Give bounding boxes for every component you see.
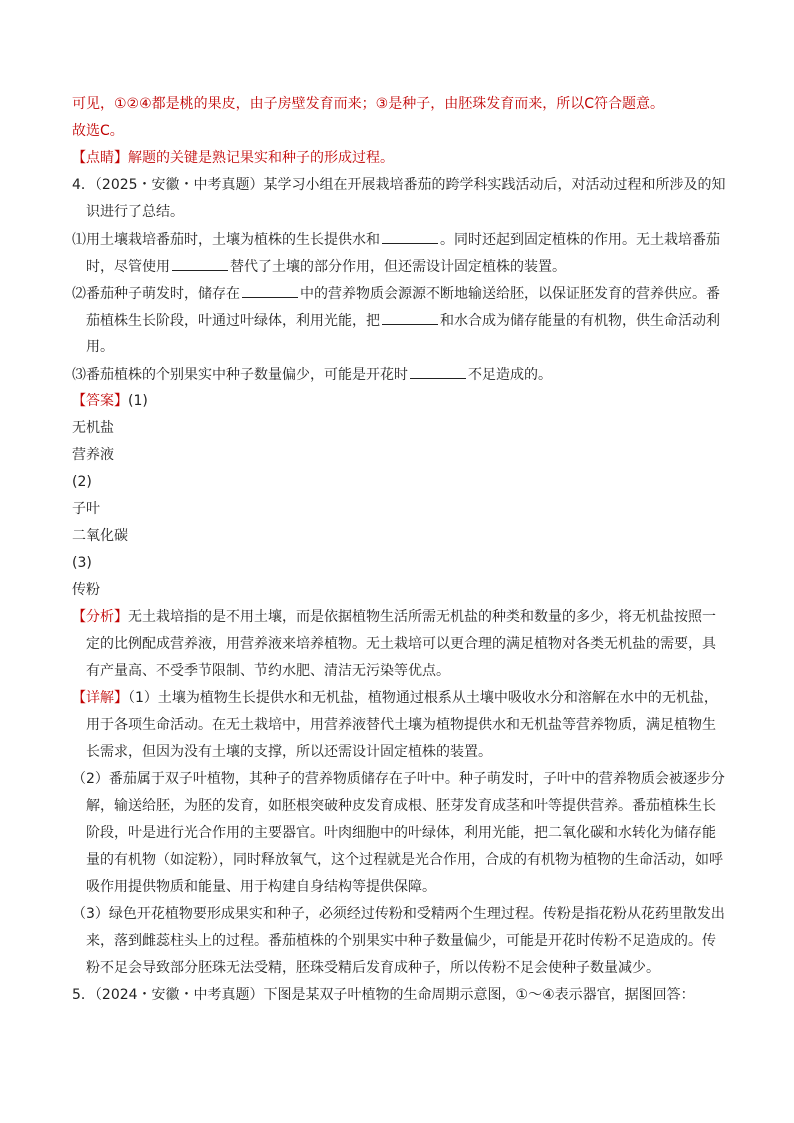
- q4-part2-text-a: ⑵番茄种子萌发时，储存在: [72, 286, 240, 302]
- answer-blank: [410, 364, 466, 379]
- answer-header: [72, 391, 786, 411]
- detail-p2-line-2: 解，输送给胚，为胚的发育，如胚根突破种皮发育成根、胚芽发育成茎和叶等提供营养。番茄植株生长: [86, 798, 716, 814]
- detail-p2-line-3: 阶段，叶是进行光合作用的主要器官。叶肉细胞中的叶绿体，利用光能，把二氧化碳和水转化为储存能: [86, 825, 716, 841]
- detail-line-1: [72, 688, 786, 708]
- detail-p3-line-2: 来，落到雌蕊柱头上的过程。番茄植株的个别果实中种子数量偏少，可能是开花时传粉不足造成的。传: [86, 933, 716, 949]
- prev-answer-line-2: 故选C。: [72, 123, 124, 139]
- answer-item: 无机盐: [72, 420, 114, 436]
- question-4-stem-line-1: 4．（2025・安徽・中考真题）某学习小组在开展栽培番茄的跨学科实践活动后，对活动过程和所涉及的知: [72, 177, 726, 193]
- q4-part2-line-3: 用。: [86, 339, 114, 355]
- q4-part2-text-c: 茄植株生长阶段，叶通过叶绿体，利用光能，把: [86, 313, 380, 329]
- analysis-line-2: 定的比例配成营养液，用营养液来培养植物。无土栽培可以更合理的满足植物对各类无机盐的需要，具: [86, 636, 716, 652]
- analysis-line-3: 有产量高、不受季节限制、节约水肥、清洁无污染等优点。: [86, 663, 450, 679]
- q4-part3-text-b: 不足造成的。: [468, 367, 552, 383]
- q4-part2-line-1: [72, 283, 786, 304]
- question-5-stem: 5．（2024・安徽・中考真题）下图是某双子叶植物的生命周期示意图，①～④表示器官，据图回答：: [72, 987, 695, 1003]
- answer-tag: 【答案】: [72, 393, 128, 409]
- detail-text: （1）土壤为植物生长提供水和无机盐，植物通过根系从土壤中吸收水分和溶解在水中的无机盐，: [128, 690, 718, 706]
- q4-part1-text-c: 时，尽管使用: [86, 259, 170, 275]
- answer-blank: [382, 229, 438, 244]
- answer-part-number: (2): [72, 474, 92, 490]
- q4-part3-line: [72, 364, 786, 385]
- dianjing-section: [72, 148, 786, 168]
- dianjing-tag: 【点睛】: [72, 150, 128, 166]
- answer-item: 子叶: [72, 501, 100, 517]
- answer-part-number: (3): [72, 555, 92, 571]
- analysis-text: 无土栽培指的是不用土壤，而是依据植物生活所需无机盐的种类和数量的多少，将无机盐按照一: [128, 609, 716, 625]
- q4-part2-text-d: 和水合成为储存能量的有机物，供生命活动利: [440, 313, 720, 329]
- q4-part2-text-b: 中的营养物质会源源不断地输送给胚，以保证胚发育的营养供应。番: [300, 286, 720, 302]
- answer-item: 传粉: [72, 582, 100, 598]
- prev-answer-line-1: 可见，①②④都是桃的果皮，由子房壁发育而来；③是种子，由胚珠发育而来，所以C符合题意。: [72, 96, 664, 112]
- dianjing-text: 解题的关键是熟记果实和种子的形成过程。: [128, 150, 394, 166]
- detail-p3-line-3: 粉不足会导致部分胚珠无法受精，胚珠受精后发育成种子，所以传粉不足会使种子数量减少。: [86, 960, 660, 976]
- answer-item: 二氧化碳: [72, 528, 128, 544]
- detail-p3-line-1: （3）绿色开花植物要形成果实和种子，必须经过传粉和受精两个生理过程。传粉是指花粉从花药里散发出: [72, 906, 725, 922]
- analysis-tag: 【分析】: [72, 609, 128, 625]
- answer-blank: [382, 310, 438, 325]
- q4-part1-text-d: 替代了土壤的部分作用，但还需设计固定植株的装置。: [230, 259, 566, 275]
- q4-part1-text-a: ⑴用土壤栽培番茄时，土壤为植株的生长提供水和: [72, 232, 380, 248]
- analysis-line-1: [72, 607, 786, 627]
- answer-blank: [242, 283, 298, 298]
- detail-tag: 【详解】: [72, 690, 128, 706]
- question-4-stem-line-2: 识进行了总结。: [86, 204, 184, 220]
- answer-item: 营养液: [72, 447, 114, 463]
- detail-p1-line-2: 用于各项生命活动。在无土栽培中，用营养液替代土壤为植物提供水和无机盐等营养物质，满足植物生: [86, 717, 716, 733]
- answer-part-number: (1): [128, 393, 148, 409]
- q4-part2-line-2: [86, 310, 786, 331]
- q4-part1-line-1: [72, 229, 786, 250]
- answer-blank: [172, 256, 228, 271]
- detail-p2-line-4: 量的有机物（如淀粉），同时释放氧气，这个过程就是光合作用，合成的有机物为植物的生命活动，如呼: [86, 852, 723, 868]
- detail-p2-line-1: （2）番茄属于双子叶植物，其种子的营养物质储存在子叶中。种子萌发时，子叶中的营养物质会被逐步分: [72, 771, 725, 787]
- q4-part1-line-2: [86, 256, 786, 277]
- detail-p2-line-5: 吸作用提供物质和能量、用于构建自身结构等提供保障。: [86, 879, 436, 895]
- detail-p1-line-3: 长需求，但因为没有土壤的支撑，所以还需设计固定植株的装置。: [86, 744, 492, 760]
- q4-part1-text-b: 。同时还起到固定植株的作用。无土栽培番茄: [440, 232, 720, 248]
- q4-part3-text-a: ⑶番茄植株的个别果实中种子数量偏少，可能是开花时: [72, 367, 408, 383]
